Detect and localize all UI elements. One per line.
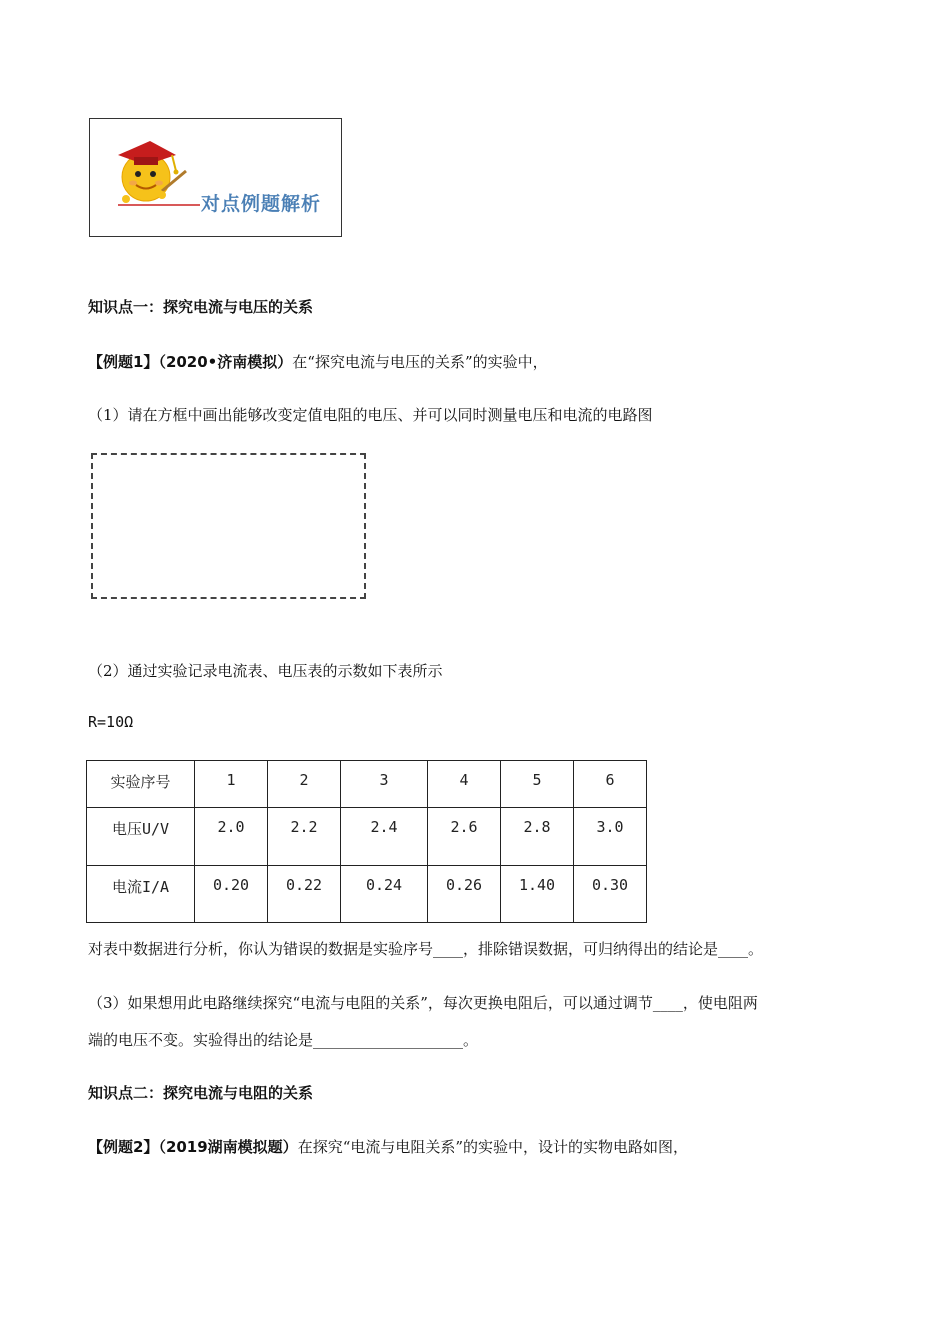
table-cell: 2.8 <box>501 808 574 866</box>
resistance-label: R=10Ω <box>88 713 134 731</box>
example-2-question: 在探究“电流与电阻关系”的实验中，设计的实物电路如图， <box>297 1138 689 1156</box>
table-cell: 2.2 <box>268 808 341 866</box>
table-cell: 电压U/V <box>87 808 195 866</box>
table-cell: 0.24 <box>341 866 428 923</box>
question-2: （2）通过实验记录电流表、电压表的示数如下表所示 <box>88 662 443 680</box>
table-cell: 3.0 <box>574 808 647 866</box>
table-cell: 4 <box>428 761 501 808</box>
table-cell: 2.0 <box>195 808 268 866</box>
table-cell: 2.6 <box>428 808 501 866</box>
table-cell: 1 <box>195 761 268 808</box>
table-cell: 电流I/A <box>87 866 195 923</box>
analysis-question: 对表中数据进行分析，你认为错误的数据是实验序号____，排除错误数据，可归纳得出的结论是____。 <box>88 940 764 958</box>
table-cell: 0.30 <box>574 866 647 923</box>
table-cell: 3 <box>341 761 428 808</box>
section-heading-1: 知识点一：探究电流与电压的关系 <box>88 298 314 316</box>
table-cell: 2 <box>268 761 341 808</box>
example-2-stem <box>88 1136 688 1157</box>
question-3-line-1: （3）如果想用此电路继续探究“电流与电阻的关系”，每次更换电阻后，可以通过调节____，使电阻两 <box>88 994 758 1012</box>
table-row <box>87 808 647 866</box>
table-cell: 1.40 <box>501 866 574 923</box>
table-cell: 6 <box>574 761 647 808</box>
table-cell: 5 <box>501 761 574 808</box>
table-row <box>87 761 647 808</box>
table-cell: 0.20 <box>195 866 268 923</box>
table-cell: 0.22 <box>268 866 341 923</box>
banner-title: 对点例题解析 <box>201 193 322 215</box>
question-1: （1）请在方框中画出能够改变定值电阻的电压、并可以同时测量电压和电流的电路图 <box>88 406 653 424</box>
example-analysis-banner <box>89 118 342 237</box>
question-3-line-2: 端的电压不变。实验得出的结论是____________________。 <box>88 1031 479 1049</box>
example-2-label: 【例题2】 <box>88 1138 159 1156</box>
graduate-cap-smiley-icon <box>90 119 343 238</box>
table-cell: 0.26 <box>428 866 501 923</box>
example-1-source: （2020•济南模拟） <box>158 353 293 371</box>
table-cell: 2.4 <box>341 808 428 866</box>
example-1-question: 在“探究电流与电压的关系”的实验中， <box>292 353 548 371</box>
table-cell: 实验序号 <box>87 761 195 808</box>
example-2-source: （2019湖南模拟题） <box>158 1138 298 1156</box>
circuit-drawing-box <box>91 453 366 599</box>
section-heading-2: 知识点二：探究电流与电阻的关系 <box>88 1084 314 1102</box>
example-1-stem <box>88 351 548 372</box>
experiment-data-table <box>86 760 647 923</box>
table-row <box>87 866 647 923</box>
example-1-label: 【例题1】 <box>88 353 159 371</box>
